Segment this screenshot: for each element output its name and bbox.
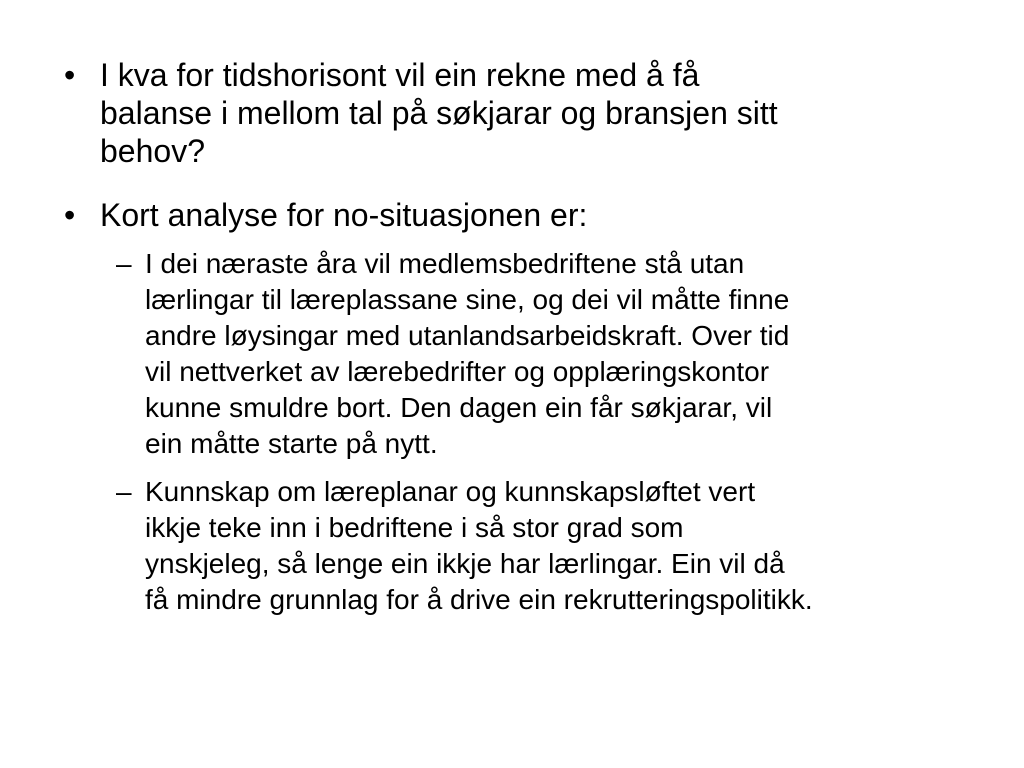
bullet-marker: •	[64, 197, 76, 233]
text-line: ynskjeleg, så lenge ein ikkje har lærlingar. Ein vil då	[145, 548, 785, 579]
text-line: Kort analyse for no-situasjonen er:	[100, 197, 588, 233]
text-line: ein måtte starte på nytt.	[145, 428, 438, 459]
text-line: vil nettverket av lærebedrifter og opplæringskontor	[145, 356, 770, 387]
subbullet-text	[145, 474, 975, 618]
text-line: Kunnskap om læreplanar og kunnskapsløftet vert	[145, 476, 756, 507]
bullet-text	[100, 56, 960, 170]
dash-marker: –	[116, 248, 132, 279]
subbullet-text	[145, 246, 975, 462]
text-line: balanse i mellom tal på søkjarar og bransjen sitt	[100, 95, 778, 131]
text-line: I kva for tidshorisont vil ein rekne med å få	[100, 57, 700, 93]
text-line: lærlingar til læreplassane sine, og dei vil måtte finne	[145, 284, 790, 315]
bullet-marker: •	[64, 57, 76, 93]
text-line: andre løysingar med utanlandsarbeidskraft. Over tid	[145, 320, 790, 351]
text-line: få mindre grunnlag for å drive ein rekrutteringspolitikk.	[145, 584, 813, 615]
bullet-text	[100, 196, 960, 234]
text-line: kunne smuldre bort. Den dagen ein får søkjarar, vil	[145, 392, 773, 423]
text-line: I dei næraste åra vil medlemsbedriftene stå utan	[145, 248, 745, 279]
text-line: ikkje teke inn i bedriftene i så stor grad som	[145, 512, 684, 543]
dash-marker: –	[116, 476, 132, 507]
text-line: behov?	[100, 133, 205, 169]
